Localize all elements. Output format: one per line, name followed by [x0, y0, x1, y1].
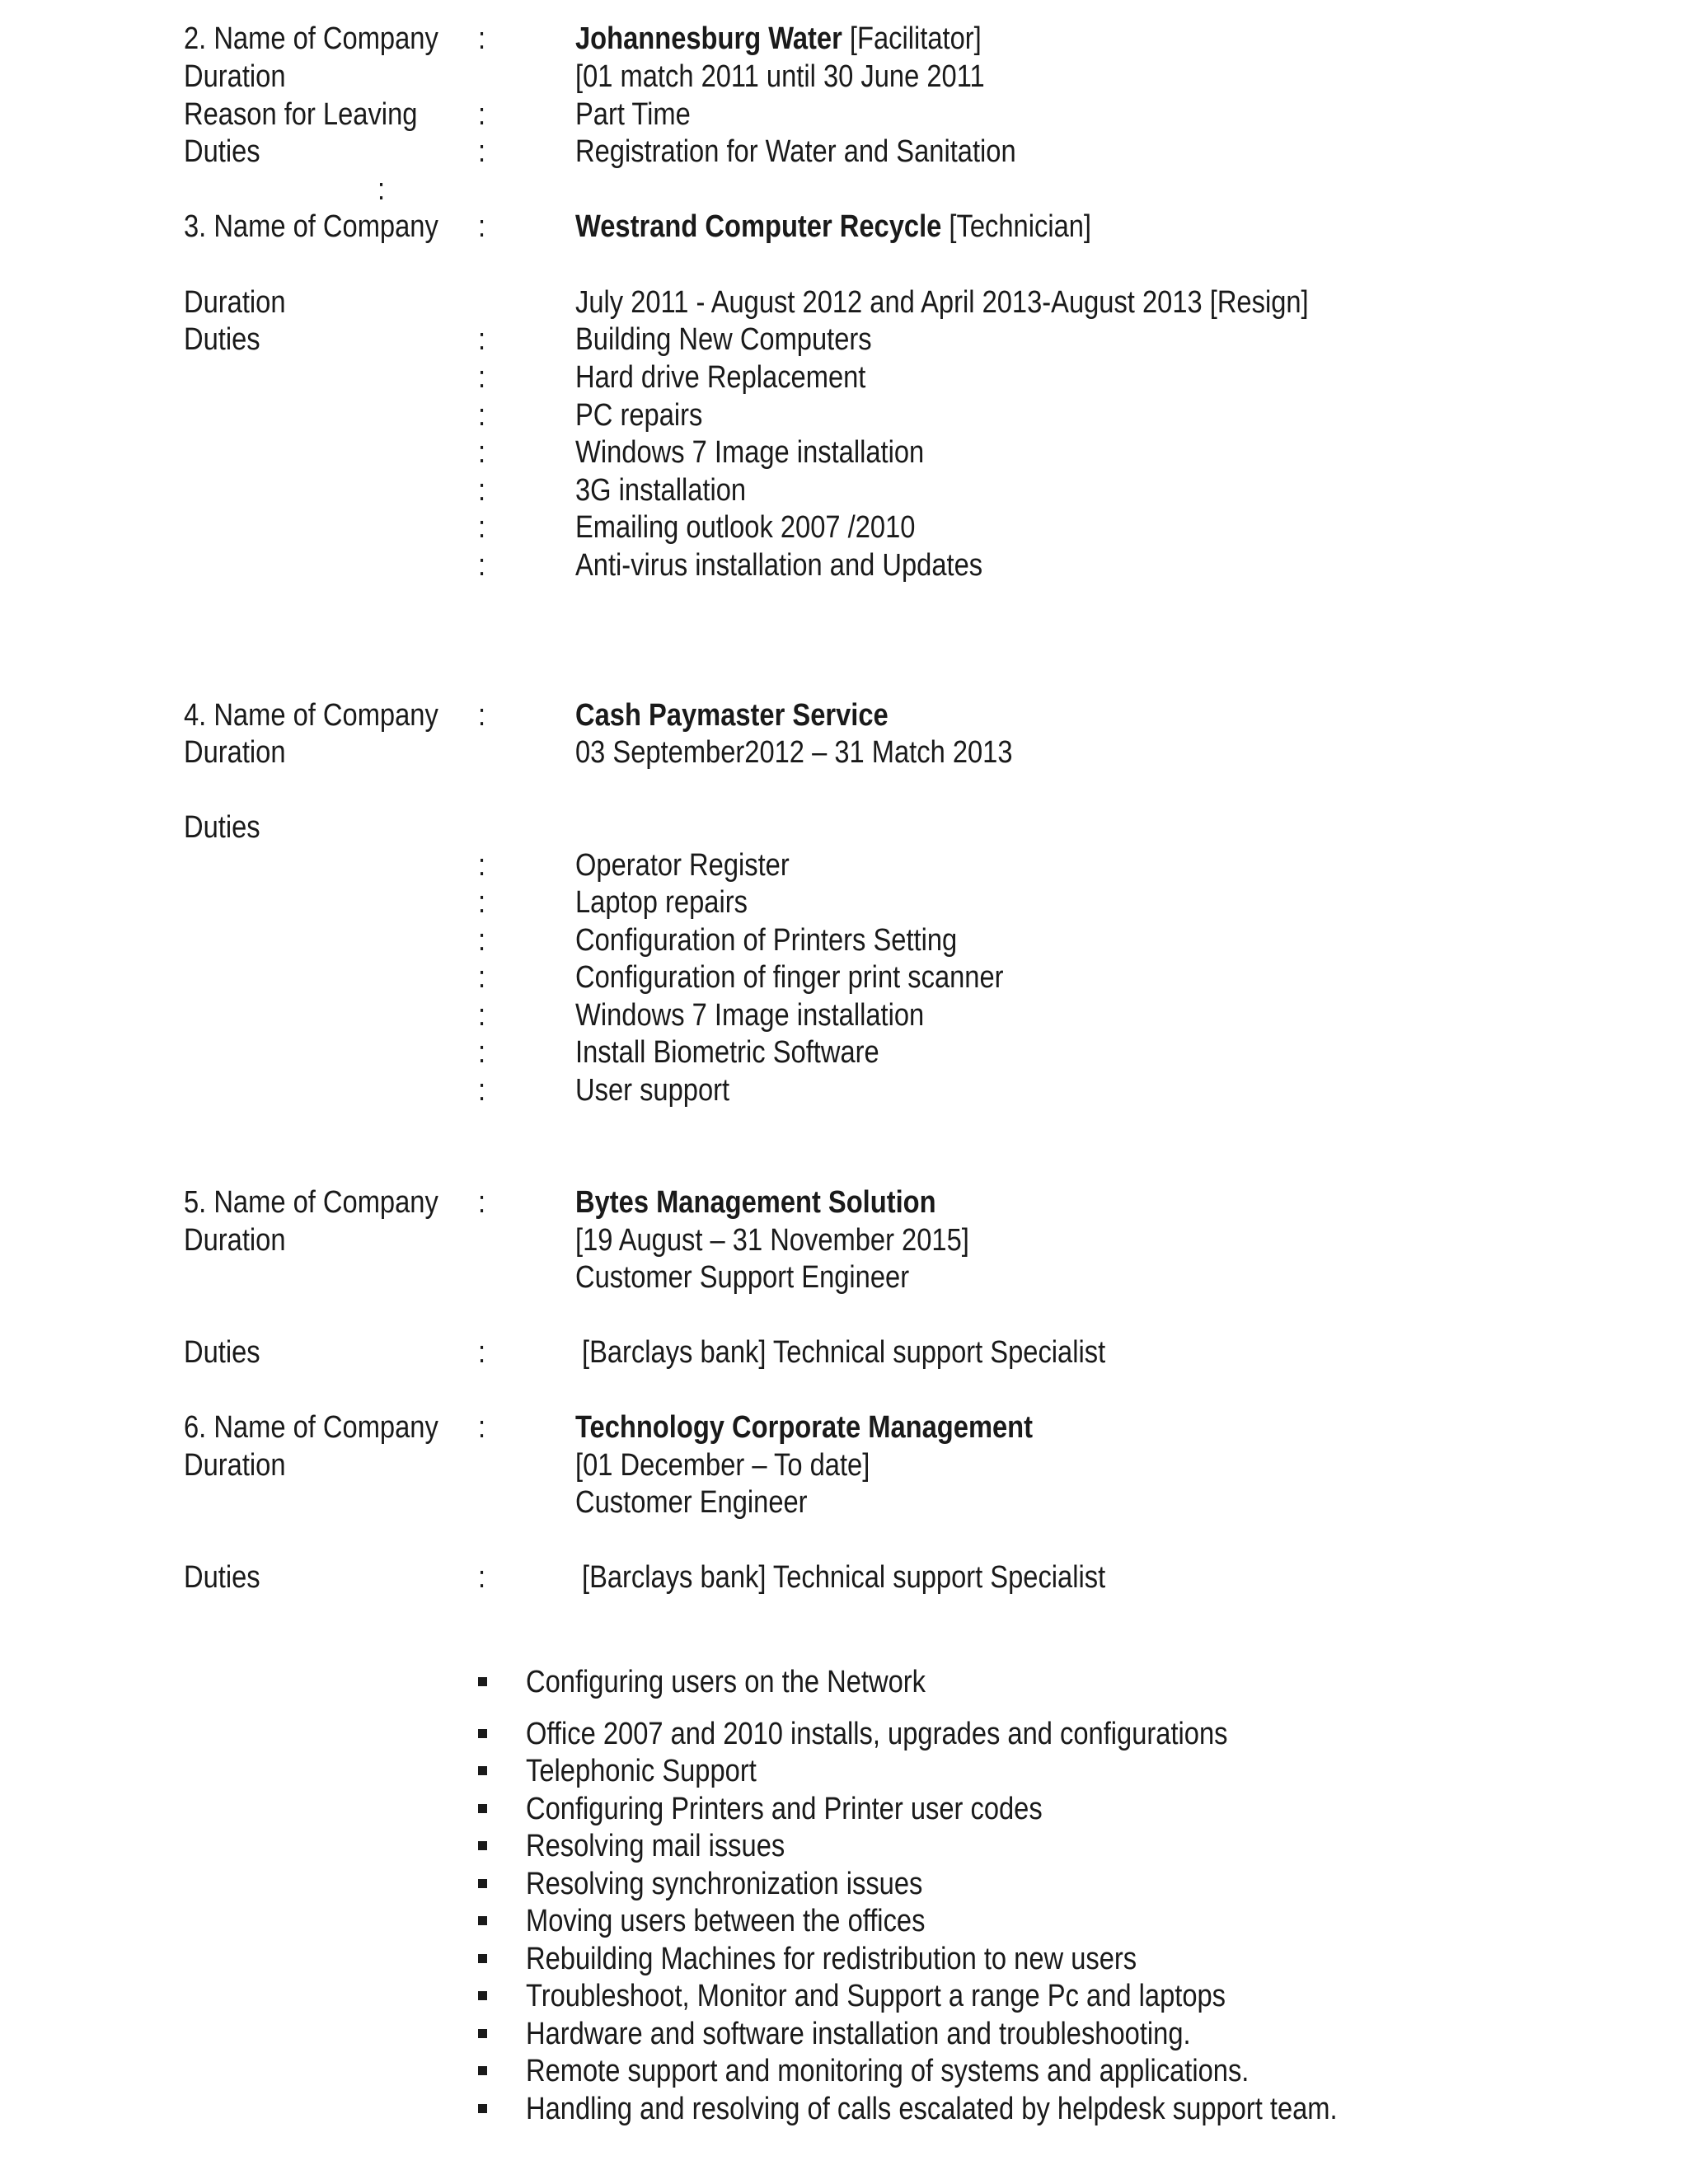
duty-item: Laptop repairs — [575, 885, 748, 920]
separator: : — [478, 1073, 486, 1108]
label-name-of-company-5: 5. Name of Company — [184, 1185, 438, 1220]
bullet-square-icon — [478, 1677, 487, 1686]
bullet-square-icon — [478, 2066, 487, 2075]
separator: : — [478, 1185, 486, 1220]
company-name-6: Technology Corporate Management — [575, 1410, 1034, 1445]
label-duties: Duties — [184, 1560, 260, 1595]
duty-item: Building New Computers — [575, 322, 872, 357]
bullet-item: Troubleshoot, Monitor and Support a range Pc and laptops — [526, 1979, 1226, 2013]
company-role: [Facilitator] — [842, 21, 982, 56]
separator: : — [478, 848, 486, 883]
company-name-3 — [575, 208, 1091, 246]
label-name-of-company-3: 3. Name of Company — [184, 209, 438, 244]
bullet-square-icon — [478, 1916, 487, 1925]
bullet-square-icon — [478, 1804, 487, 1813]
separator: : — [478, 435, 486, 470]
duty-item: User support — [575, 1073, 730, 1108]
bullet-item: Remote support and monitoring of systems and applications. — [526, 2054, 1250, 2088]
duty-item: Anti-virus installation and Updates — [575, 548, 983, 583]
duty-item: Windows 7 Image installation — [575, 435, 925, 470]
bullet-square-icon — [478, 1729, 487, 1738]
label-reason-for-leaving: Reason for Leaving — [184, 97, 418, 132]
separator: : — [478, 1560, 486, 1595]
duty-item: PC repairs — [575, 398, 703, 433]
label-name-of-company-4: 4. Name of Company — [184, 698, 438, 733]
separator: : — [478, 923, 486, 958]
separator: : — [478, 1035, 486, 1070]
duty-item: Configuration of Printers Setting — [575, 923, 958, 958]
separator: : — [478, 322, 486, 357]
bullet-item: Resolving synchronization issues — [526, 1867, 923, 1901]
company-role: [Technician] — [941, 209, 1092, 244]
label-duration: Duration — [184, 1448, 286, 1483]
label-name-of-company-6: 6. Name of Company — [184, 1410, 438, 1445]
label-duration: Duration — [184, 735, 286, 770]
separator: : — [478, 97, 486, 132]
reason-value: Part Time — [575, 97, 691, 132]
bullet-item: Hardware and software installation and troubleshooting. — [526, 2017, 1191, 2051]
duty-item: Hard drive Replacement — [575, 360, 866, 395]
separator: : — [478, 698, 486, 733]
separator: : — [478, 360, 486, 395]
separator: : — [478, 1410, 486, 1445]
bullet-square-icon — [478, 2104, 487, 2113]
separator: : — [377, 172, 386, 207]
label-duties: Duties — [184, 134, 260, 169]
bullet-item: Moving users between the offices — [526, 1904, 926, 1938]
label-duties: Duties — [184, 810, 260, 845]
duty-item: 3G installation — [575, 473, 747, 508]
separator: : — [478, 510, 486, 545]
bullet-item: Configuring Printers and Printer user codes — [526, 1792, 1043, 1826]
label-duration: Duration — [184, 1223, 286, 1258]
bullet-square-icon — [478, 1954, 487, 1963]
company-name-4: Cash Paymaster Service — [575, 698, 889, 733]
separator: : — [478, 885, 486, 920]
duration-value: [01 match 2011 until 30 June 2011 — [575, 59, 985, 94]
label-duties: Duties — [184, 1335, 260, 1370]
separator: : — [478, 548, 486, 583]
separator: : — [478, 998, 486, 1033]
duty-item: Install Biometric Software — [575, 1035, 879, 1070]
separator: : — [478, 398, 486, 433]
company-name-2 — [575, 20, 982, 58]
label-duration: Duration — [184, 285, 286, 320]
duty-item: Registration for Water and Sanitation — [575, 134, 1016, 169]
separator: : — [478, 134, 486, 169]
duration-value: [01 December – To date] — [575, 1448, 870, 1483]
separator: : — [478, 473, 486, 508]
duty-item: [Barclays bank] Technical support Specialist — [582, 1335, 1106, 1370]
separator: : — [478, 209, 486, 244]
separator: : — [478, 21, 486, 56]
bullet-square-icon — [478, 1879, 487, 1888]
duration-value: July 2011 - August 2012 and April 2013-August 2013 [Resign] — [575, 285, 1309, 320]
bullet-item: Configuring users on the Network — [526, 1665, 926, 1699]
position-value: Customer Engineer — [575, 1485, 808, 1520]
bullet-square-icon — [478, 1766, 487, 1775]
duty-item: Configuration of finger print scanner — [575, 960, 1004, 995]
bullet-square-icon — [478, 2029, 487, 2038]
label-duties: Duties — [184, 322, 260, 357]
bullet-square-icon — [478, 1841, 487, 1850]
company-title: Johannesburg Water — [575, 21, 842, 56]
bullet-square-icon — [478, 1991, 487, 2000]
label-name-of-company-2: 2. Name of Company — [184, 21, 438, 56]
bullet-item: Telephonic Support — [526, 1754, 757, 1788]
duty-item: Windows 7 Image installation — [575, 998, 925, 1033]
separator: : — [478, 1335, 486, 1370]
company-name-5: Bytes Management Solution — [575, 1185, 936, 1220]
bullet-item: Office 2007 and 2010 installs, upgrades and configurations — [526, 1717, 1228, 1751]
separator: : — [478, 960, 486, 995]
duty-item: [Barclays bank] Technical support Specialist — [582, 1560, 1106, 1595]
label-duration: Duration — [184, 59, 286, 94]
company-title: Westrand Computer Recycle — [575, 209, 942, 244]
duration-value: [19 August – 31 November 2015] — [575, 1223, 969, 1258]
duty-item: Operator Register — [575, 848, 790, 883]
duration-value: 03 September2012 – 31 Match 2013 — [575, 735, 1013, 770]
position-value: Customer Support Engineer — [575, 1260, 910, 1295]
bullet-item: Rebuilding Machines for redistribution to new users — [526, 1942, 1137, 1976]
bullet-item: Resolving mail issues — [526, 1829, 785, 1863]
bullet-item: Handling and resolving of calls escalated by helpdesk support team. — [526, 2092, 1338, 2126]
duty-item: Emailing outlook 2007 /2010 — [575, 510, 916, 545]
